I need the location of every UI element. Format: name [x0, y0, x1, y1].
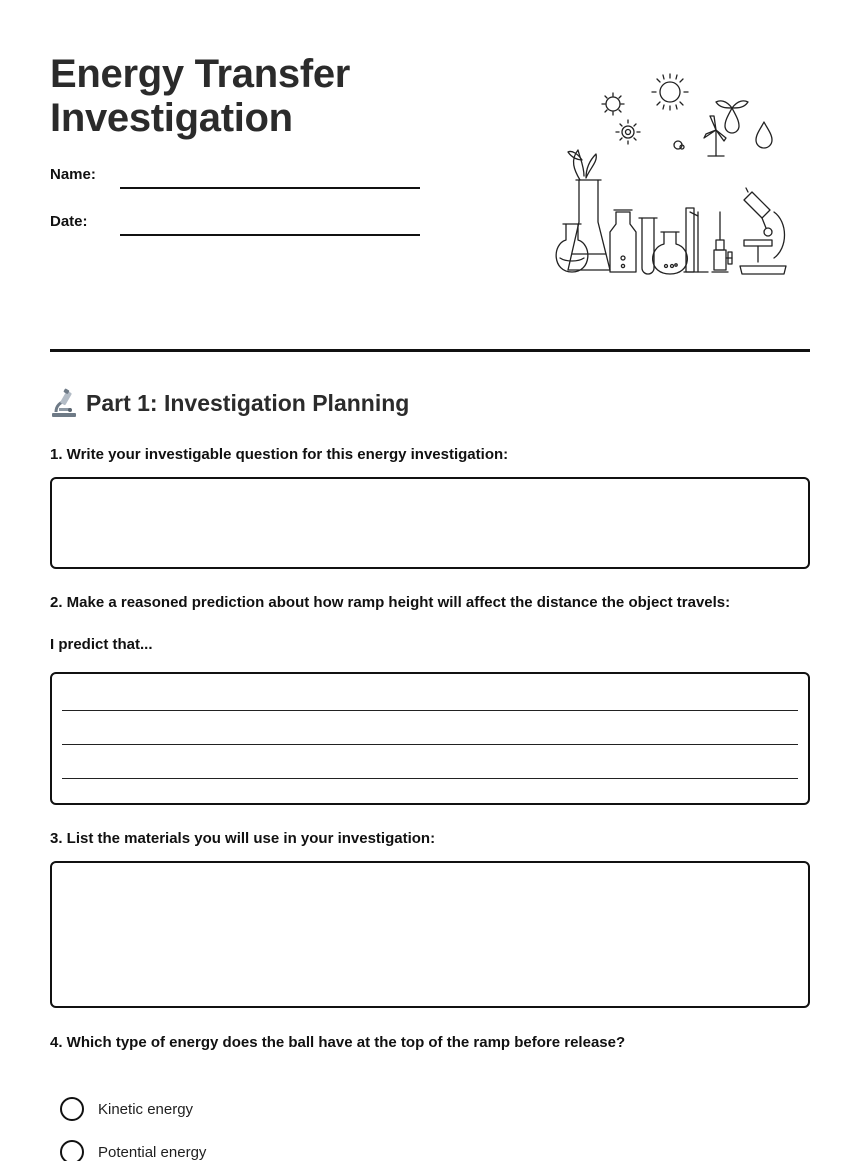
question-3-answer-box	[50, 861, 810, 1008]
pipette-icon	[712, 212, 732, 272]
radio-button[interactable]	[60, 1140, 84, 1161]
option-potential-energy[interactable]	[60, 1140, 206, 1161]
header-divider	[50, 349, 810, 352]
gear-sun-icon	[616, 120, 640, 144]
microscope-icon	[740, 188, 786, 274]
title-line-2: Investigation	[50, 96, 293, 140]
question-1-answer-box	[50, 477, 810, 569]
science-lab-illustration	[548, 62, 788, 280]
radio-button[interactable]	[60, 1097, 84, 1121]
section-heading	[50, 388, 409, 418]
small-sun-icon	[602, 93, 624, 115]
writing-line	[62, 710, 798, 711]
writing-line	[62, 778, 798, 779]
name-field[interactable]	[120, 163, 420, 189]
question-2-label: 2. Make a reasoned prediction about how ramp height will affect the distance the object travels:	[50, 594, 731, 611]
conical-flask-icon	[568, 180, 610, 270]
section-title: Part 1: Investigation Planning	[86, 389, 410, 416]
name-label: Name:	[50, 166, 96, 183]
drop-icon	[725, 108, 739, 133]
question-1-answer-input[interactable]	[52, 479, 808, 567]
bottle-icon	[610, 210, 636, 272]
option-label: Kinetic energy	[98, 1100, 194, 1118]
title-line-1: Energy Transfer	[50, 52, 351, 96]
drop-icon	[756, 122, 772, 148]
worksheet-title	[50, 52, 350, 140]
wind-turbine-icon	[704, 116, 726, 156]
question-1-label: 1. Write your investigable question for this energy investigation:	[50, 446, 509, 463]
question-4-label: 4. Which type of energy does the ball have at the top of the ramp before release?	[50, 1034, 626, 1051]
option-label: Potential energy	[98, 1143, 207, 1161]
sun-icon	[652, 74, 688, 110]
microscope-icon	[50, 388, 78, 418]
round-flask-icon	[556, 224, 588, 272]
question-2-answer-box[interactable]	[50, 672, 810, 805]
question-3-answer-input[interactable]	[52, 863, 808, 1006]
date-field[interactable]	[120, 210, 420, 236]
prediction-prompt: I predict that...	[50, 636, 153, 653]
round-bottom-flask-icon	[653, 232, 688, 274]
question-3-label: 3. List the materials you will use in your investigation:	[50, 830, 436, 847]
writing-line	[62, 744, 798, 745]
option-kinetic-energy[interactable]	[60, 1097, 193, 1121]
date-label: Date:	[50, 213, 88, 230]
